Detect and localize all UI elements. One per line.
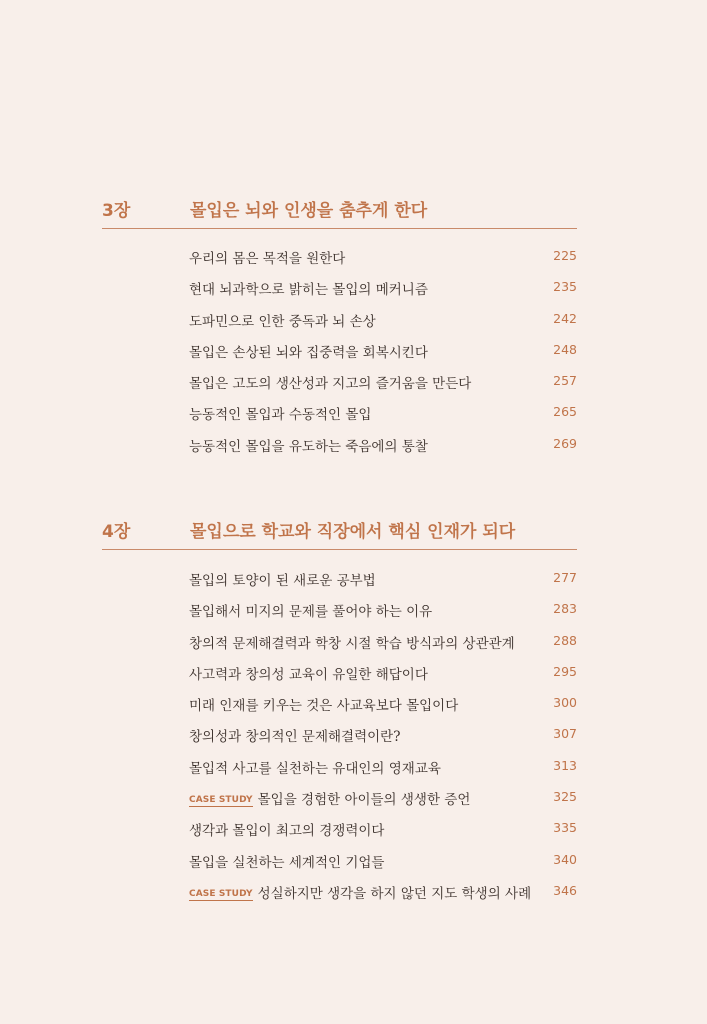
toc-item-title: 몰입은 고도의 생산성과 지고의 즐거움을 만든다 [189,376,472,393]
toc-item[interactable] [0,632,707,663]
toc-item[interactable] [0,600,707,631]
chapter-divider [102,549,577,550]
chapter-divider [102,228,577,229]
toc-item-title-text: 몰입을 경험한 아이들의 생생한 증언 [257,792,471,809]
chapter-number: 4장 [102,522,131,542]
toc-item[interactable] [0,372,707,403]
toc-item[interactable] [0,569,707,600]
toc-item-page: 346 [553,882,577,898]
toc-item[interactable] [0,725,707,756]
toc-item-title: 몰입을 실천하는 세계적인 기업들 [189,854,385,871]
toc-item-page: 269 [553,435,577,451]
toc-item[interactable] [0,278,707,309]
toc-item[interactable] [0,247,707,278]
toc-item-title: 몰입해서 미지의 문제를 풀어야 하는 이유 [189,604,433,621]
toc-item-title: 능동적인 몰입을 유도하는 죽음에의 통찰 [189,438,428,455]
toc-list [0,247,707,466]
toc-item-title: 우리의 몸은 목적을 원한다 [189,251,346,267]
chapter-number: 3장 [102,201,131,221]
case-study-tag: CASE STUDY [189,795,253,806]
toc-item-title: 사고력과 창의성 교육이 유일한 해답이다 [189,666,428,683]
toc-item-page: 307 [553,726,577,742]
toc-item-title: 현대 뇌과학으로 밝히는 몰입의 메커니즘 [189,282,428,299]
toc-item-page: 288 [553,632,577,648]
toc-item-page: 313 [553,757,577,773]
toc-item-page: 265 [553,404,577,420]
toc-item[interactable] [0,851,707,882]
toc-item-page: 283 [553,601,577,617]
toc-item-page: 295 [553,663,577,679]
toc-item[interactable] [0,663,707,694]
toc-item[interactable] [0,403,707,434]
toc-item-title: 능동적인 몰입과 수동적인 몰입 [189,407,372,424]
toc-item-page: 225 [553,248,577,263]
toc-item-title: 미래 인재를 키우는 것은 사교육보다 몰입이다 [189,698,459,715]
chapter-4 [0,517,707,902]
toc-item-title: 생각과 몰입이 최고의 경쟁력이다 [189,823,385,840]
toc-item-title: 몰입의 토양이 된 새로운 공부법 [189,573,376,589]
toc-item-page: 340 [553,851,577,867]
chapter-title: 몰입은 뇌와 인생을 춤추게 한다 [190,201,428,221]
toc-item[interactable] [0,819,707,850]
chapter-3 [0,196,707,455]
toc-item-title [189,882,531,902]
chapter-header [0,517,707,547]
toc-item-page: 277 [553,570,577,585]
toc-item[interactable] [0,310,707,341]
toc-item-title: 몰입적 사고를 실천하는 유대인의 영재교육 [189,760,441,777]
chapter-title: 몰입으로 학교와 직장에서 핵심 인재가 되다 [190,522,516,542]
toc-item-title: 도파민으로 인한 중독과 뇌 손상 [189,313,376,330]
toc-list [0,569,707,913]
chapter-header [0,196,707,226]
toc-item-page: 242 [553,310,577,326]
toc-item-page: 325 [553,789,577,805]
toc-item-title: 창의성과 창의적인 문제해결력이란? [189,729,401,746]
toc-item-page: 248 [553,341,577,357]
toc-item-page: 300 [553,695,577,711]
toc-item-page: 257 [553,373,577,389]
toc-item[interactable] [0,757,707,788]
toc-item-title [189,788,470,808]
case-study-tag: CASE STUDY [189,888,253,899]
toc-item-case-study[interactable] [0,788,707,819]
toc-item-title: 창의적 문제해결력과 학창 시절 학습 방식과의 상관관계 [189,635,515,652]
toc-item[interactable] [0,435,707,466]
toc-item-page: 335 [553,820,577,836]
toc-item-title-text: 성실하지만 생각을 하지 않던 지도 학생의 사례 [257,885,532,902]
toc-item-page: 235 [553,279,577,295]
toc-item-title: 몰입은 손상된 뇌와 집중력을 회복시킨다 [189,344,428,361]
toc-item[interactable] [0,694,707,725]
toc-item[interactable] [0,341,707,372]
toc-item-case-study[interactable] [0,882,707,913]
